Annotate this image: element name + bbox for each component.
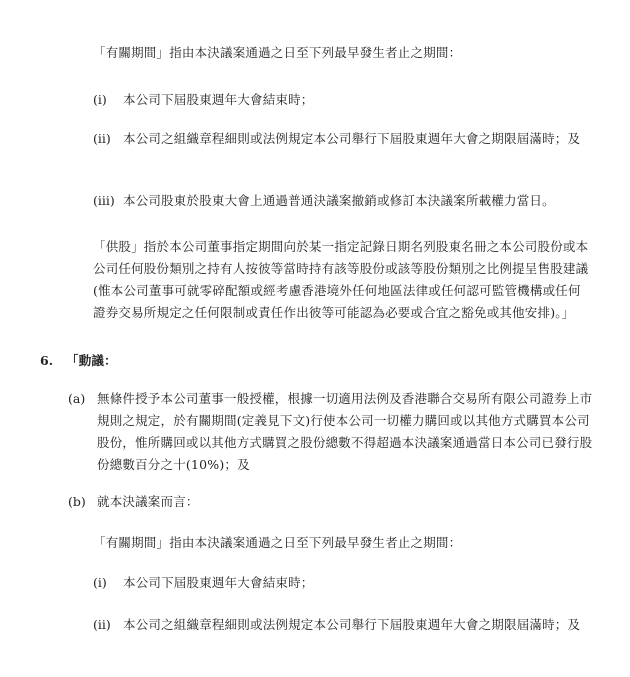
item-a-marker: (a) <box>68 391 86 406</box>
list-item-text: 本公司之組織章程細則或法例規定本公司舉行下屆股東週年大會之期限屆滿時；及 <box>123 617 581 632</box>
definition-relevant-period: 「有關期間」指由本決議案通過之日至下列最早發生者止之期間： <box>93 45 462 60</box>
section-number: 6. <box>40 353 54 368</box>
list-item-text: 本公司股東於股東大會上通過普通決議案撤銷或修訂本決議案所載權力當日。 <box>123 193 555 208</box>
list-item-marker: (i) <box>93 575 107 590</box>
list-item-marker: (ii) <box>93 617 111 632</box>
list-item-text: 本公司下屆股東週年大會結束時； <box>123 575 314 590</box>
list-item-text: 本公司之組織章程細則或法例規定本公司舉行下屆股東週年大會之期限屆滿時；及 <box>123 131 581 146</box>
definition-rights-issue: 「供股」指於本公司董事指定期間向於某一指定記錄日期名列股東名冊之本公司股份或本公司任何股份類別之持有人按彼等當時持有該等股份或該等股份類別之比例提呈售股建議(惟本公司董事可就零碎配額或經考慮香港境外任何地區法律或任何認可監管機構或任何證券交易所規定之任何限制或責任作出彼等可能認為必要或合宜之豁免或其他安排)。」 <box>93 239 589 320</box>
item-a-text: 無條件授予本公司董事一般授權，根據一切適用法例及香港聯合交易所有限公司證券上市規則之規定，於有關期間(定義見下文)行使本公司一切權力購回或以其他方式購買本公司股份，惟所購回或以其他方式購買之股份總數不得超過本決議案通過當日本公司已發行股份總數百分之十(10%)；及 <box>97 391 593 472</box>
list-item-marker: (iii) <box>93 193 115 208</box>
list-item-text: 本公司下屆股東週年大會結束時； <box>123 92 314 107</box>
section-title: 「動議： <box>66 353 117 368</box>
list-item-marker: (ii) <box>93 131 111 146</box>
item-b-text: 就本決議案而言： <box>97 494 199 509</box>
item-b-marker: (b) <box>68 494 86 509</box>
list-item-marker: (i) <box>93 92 107 107</box>
definition-relevant-period: 「有關期間」指由本決議案通過之日至下列最早發生者止之期間： <box>93 535 462 550</box>
